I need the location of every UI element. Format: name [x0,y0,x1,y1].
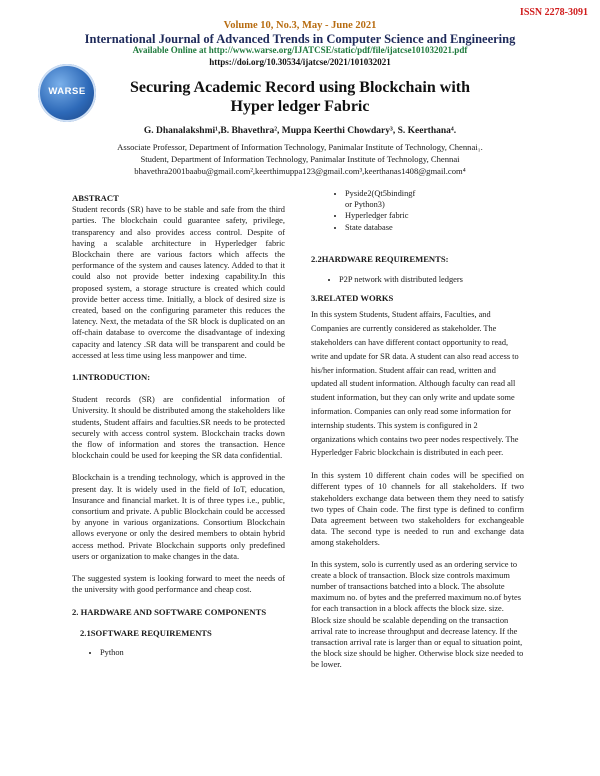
hardware-software-heading: 2. HARDWARE AND SOFTWARE COMPONENTS [72,606,267,617]
software-item-python: • Python [100,647,285,658]
right-column [311,189,524,671]
hardware-item-p2p: • P2P network with distributed ledgers [339,274,524,285]
volume-line: Volume 10, No.3, May - June 2021 [223,20,377,31]
abstract-text: Student records (SR) have to be stable and safe from the third parties. The blockchain could guarantee safety, privilege, transparency and also provides access control. Despite of having a scalable architecture in Hyperledger fabric Blockchain there are various factors which affects the performance of the system and causes latency. Added to that it could also not provide better indexing capability.In this proposed system, a storage structure is created which could provide better access time. Initially, a block of desired size is created, based on the configuring parameter this reduces the latency. Next, the metadata of the SR block is duplicated on an off-chain database to overcome the disadvantage of indexing capacity and latency .SR data will be transparent and could be accessed at less time using less manpower and time. [72,205,285,360]
related-works-heading: 3.RELATED WORKS [311,293,394,304]
software-item-hyperledger: • Hyperledger fabric [345,210,524,221]
related-works-paragraph-2: In this system 10 different chain codes will be specified on different types of 10 channels for all stakeholders. If two stakeholders exchange data between them they need to satisfy two types of Chain code. The first type is defined to confirm Data agreement between two stakeholders for exchangeable data. The second type is needed to run and exchange data among stakeholders. [311,471,524,548]
abstract-heading: ABSTRACT [72,193,119,203]
software-list-continued [311,188,524,233]
related-works-paragraph-3: In this system, solo is currently used as an ordering service to create a block of transaction. Block size controls maximum number of transactions batched into a block. The absolute maximum no. of bytes and the preferred maximum no.of bytes for each transaction in a block affects the block size. size. Block size should be scalable depending on the transaction arrival rate to increase throughput and decrease latency. If the transaction arrival rate is larger than or equal to situation point, the block size should be higher. Otherwise block size needed to be lower. [311,559,524,670]
introduction-heading: 1.INTRODUCTION: [72,372,151,383]
warse-logo-text: WARSE [48,86,86,97]
software-requirements-heading: 2.1SOFTWARE REQUIREMENTS [80,627,212,638]
issn-label: ISSN 2278-3091 [519,7,588,18]
hardware-list [311,274,524,285]
journal-title: International Journal of Advanced Trends in Computer Science and Engineering [84,32,516,46]
affiliations [30,141,570,177]
paper-title-line-2: Hyper ledger Fabric [230,98,370,115]
related-works-paragraph-1: In this system Students, Student affairs, Faculties, and Companies are currently considered as stakeholder. The stakeholders can have different contact opportunity to read, write and update for SR data. A student can also read access to his/her information. Student affair can read, written and updated all student information. Although faculty can read all student information, but they can only write and update some information. Companies can only read some information for internship students. This system is configured in 2 organizations which contains two peer nodes respectively. The Hyperledger Fabric blockchain is distributed in each peer. [311,310,519,458]
introduction-paragraph-2: Blockchain is a trending technology, which is approved in the present day. It is widely used in the field of IoT, education, Insurance and financial market. It is of three types i.e., public, consortium and private. A public Blockchain could be accessed by anyone in various organizations. Consortium Blockchain allows everyone or only the desired members to obtain hybrid access method. Private Blockchain supports only predefined users or organization to make changes in the data. [72,473,285,561]
left-column [72,193,285,658]
paper-title [90,78,510,116]
warse-logo [38,64,96,122]
available-online-link[interactable]: Available Online at http://www.warse.org/IJATCSE/static/pdf/file/ijatcse101032021.pdf [132,45,468,55]
software-list [72,647,285,658]
introduction-paragraph-3: The suggested system is looking forward to meet the needs of the university with good performance and cheap cost. [72,574,285,595]
author-emails: bhavethra2001baabu@gmail.com²,keerthimuppa123@gmail.com³,keerthanas1408@gmail.com⁴ [134,166,466,176]
author-list: G. Dhanalakshmi¹,B. Bhavethra², Muppa Keerthi Chowdary³, S. Keerthana⁴. [143,126,457,136]
paper-title-line-1: Securing Academic Record using Blockchain with [129,79,470,96]
hardware-requirements-heading: 2.2HARDWARE REQUIREMENTS: [311,253,449,264]
doi-link[interactable]: https://doi.org/10.30534/ijatcse/2021/101032021 [209,57,391,67]
software-item-state-database: • State database [345,222,524,233]
software-item-pyside2-line-1: • Pyside2(Qt5bindingf [345,189,416,198]
affiliation-1: Associate Professor, Department of Information Technology, Panimalar Institute of Technology, Chennai₁. [117,142,483,152]
affiliation-2: Student, Department of Information Technology, Panimalar Institute of Technology, Chennai [140,154,460,164]
introduction-paragraph-1: Student records (SR) are confidential information of University. It should be distributed among the stakeholders like students, Student affairs and faculties.SR needs to be protected securely with access control system. Blockchain tracks down the flow of information and stores the transaction. Hence blockchain could be used for keeping the SR data confidential. [72,395,285,461]
software-item-pyside2-line-2: or Python3) [345,200,385,210]
software-item-pyside2 [345,188,524,210]
